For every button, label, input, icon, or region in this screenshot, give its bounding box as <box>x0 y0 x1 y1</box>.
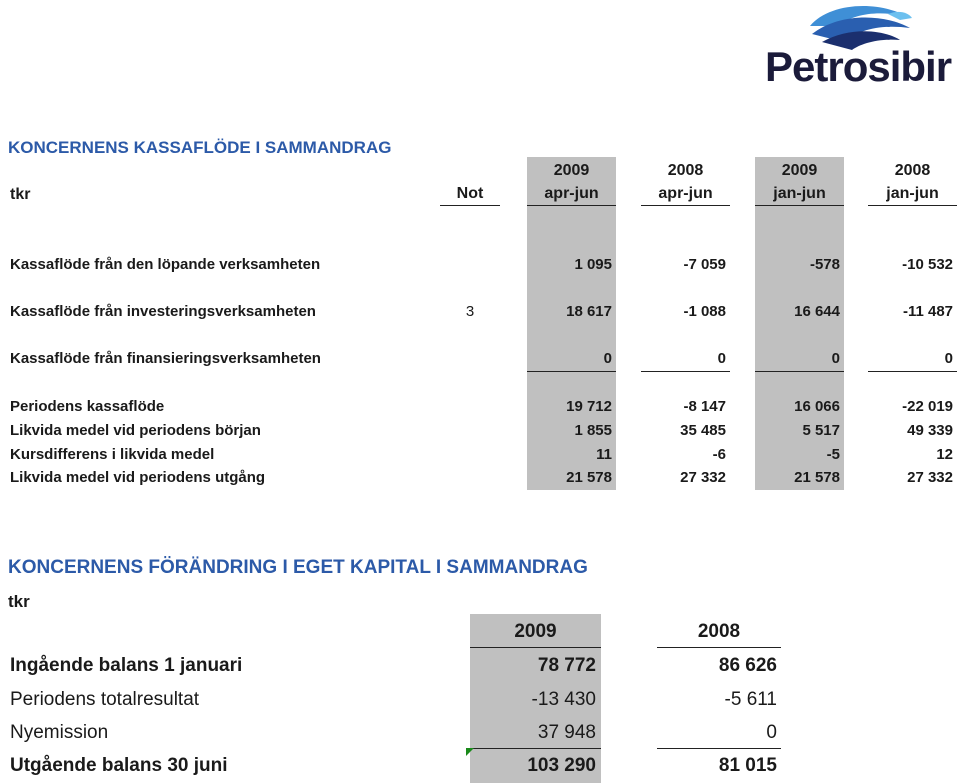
table-cell: -11 487 <box>902 303 953 320</box>
table-cell: -5 <box>826 446 840 463</box>
table-cell: 11 <box>596 446 612 463</box>
equity-cell: -5 611 <box>724 689 777 710</box>
table-cell: 49 339 <box>907 422 953 439</box>
equity-cell: 37 948 <box>537 722 596 743</box>
equity-unit: tkr <box>8 592 30 611</box>
equity-row-label: Periodens totalresultat <box>10 689 200 710</box>
table-cell: -1 088 <box>683 303 726 320</box>
col-header-1: 2009 apr-jun <box>544 162 599 202</box>
equity-row-label: Ingående balans 1 januari <box>10 655 243 676</box>
equity-cell: 81 015 <box>718 755 777 776</box>
table-cell: 0 <box>944 350 953 367</box>
table-cell: 16 066 <box>794 398 840 415</box>
table-cell: -6 <box>712 446 726 463</box>
col-header-4: 2008 jan-jun <box>886 162 939 202</box>
equity-cell: 103 290 <box>527 755 596 776</box>
table-cell: 5 517 <box>802 422 840 439</box>
table-cell: -10 532 <box>902 256 953 273</box>
col-header-2: 2008 apr-jun <box>658 162 713 202</box>
table-row-label: Kassaflöde från den löpande verksamheten <box>10 256 321 273</box>
cashflow-title: KONCERNENS KASSAFLÖDE I SAMMANDRAG <box>8 138 392 157</box>
table-cell: 18 617 <box>566 303 612 320</box>
equity-row-label: Utgående balans 30 juni <box>10 755 228 776</box>
equity-cell: 86 626 <box>718 655 777 676</box>
table-row-label: Kursdifferens i likvida medel <box>10 446 215 463</box>
table-cell: 1 855 <box>574 422 612 439</box>
equity-title: KONCERNENS FÖRÄNDRING I EGET KAPITAL I SAMMANDRAG <box>8 557 588 578</box>
equity-cell: -13 430 <box>531 689 596 710</box>
equity-row-label: Nyemission <box>10 722 109 743</box>
table-cell: 27 332 <box>680 469 726 486</box>
equity-col-header-1: 2009 <box>514 621 557 642</box>
table-cell: -578 <box>809 256 840 273</box>
table-cell: 0 <box>831 350 840 367</box>
table-cell: -22 019 <box>902 398 953 415</box>
equity-cell: 0 <box>766 722 777 743</box>
cashflow-unit: tkr <box>10 186 31 203</box>
table-cell: 12 <box>936 446 953 463</box>
shade-col-2009-apr-jun <box>527 157 616 490</box>
table-cell: 27 332 <box>907 469 953 486</box>
table-cell: -7 059 <box>683 256 726 273</box>
table-cell: 35 485 <box>680 422 726 439</box>
table-cell: -8 147 <box>683 398 726 415</box>
table-cell: 1 095 <box>574 256 612 273</box>
shade-col-2009-jan-jun <box>755 157 844 490</box>
table-cell: 21 578 <box>566 469 612 486</box>
table-cell: 19 712 <box>566 398 612 415</box>
equity-cell: 78 772 <box>537 655 596 676</box>
table-cell: 16 644 <box>794 303 840 320</box>
table-cell: 21 578 <box>794 469 840 486</box>
table-row-label: Kassaflöde från finansieringsverksamheten <box>10 350 321 367</box>
company-logo-text: Petrosibir <box>765 43 952 90</box>
table-row-label: Periodens kassaflöde <box>10 398 165 415</box>
table-row-label: Likvida medel vid periodens utgång <box>10 469 266 486</box>
col-header-3: 2009 jan-jun <box>773 162 826 202</box>
table-cell: 0 <box>603 350 612 367</box>
table-row-label: Likvida medel vid periodens början <box>10 422 261 439</box>
equity-col-header-2: 2008 <box>697 621 741 642</box>
table-cell: 0 <box>717 350 726 367</box>
note-header: Not <box>456 185 484 202</box>
note-ref: 3 <box>465 303 475 320</box>
table-row-label: Kassaflöde från investeringsverksamheten <box>10 303 316 320</box>
